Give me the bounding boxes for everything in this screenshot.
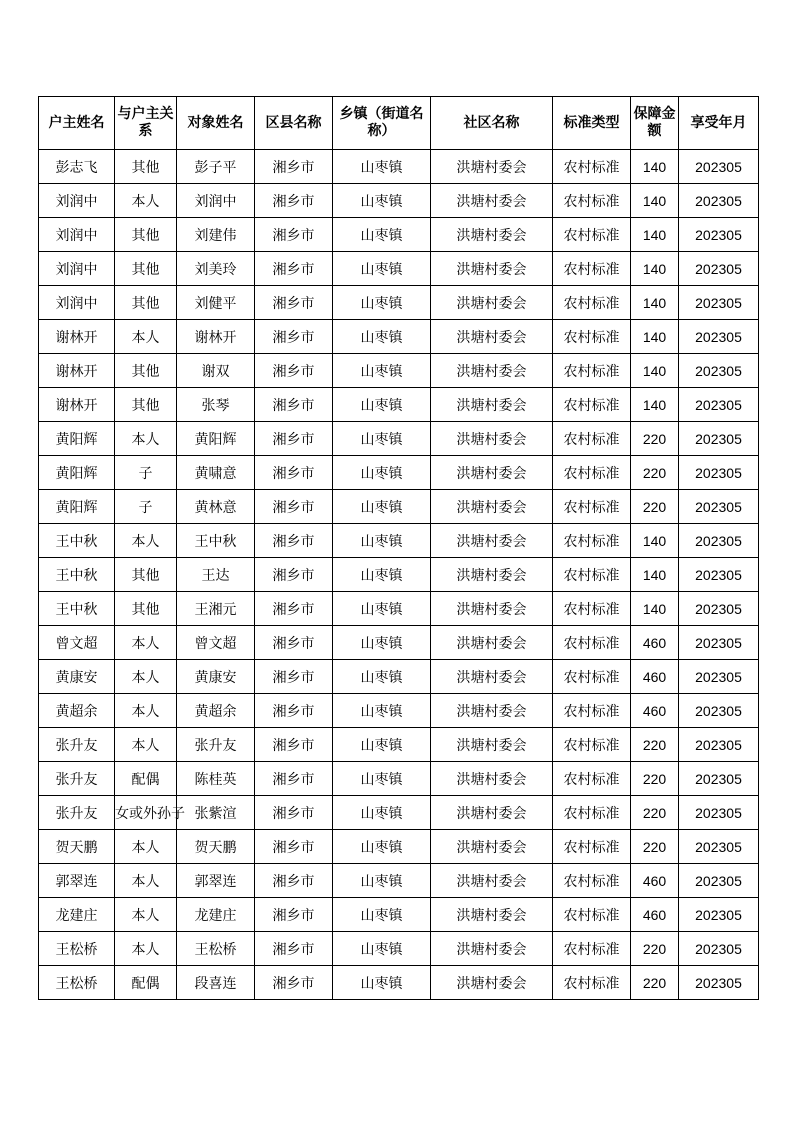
cell-community: 洪塘村委会	[431, 966, 553, 1000]
cell-recipient-name: 彭子平	[177, 150, 255, 184]
cell-community: 洪塘村委会	[431, 218, 553, 252]
cell-text: 本人	[131, 533, 160, 550]
cell-amount: 140	[631, 524, 679, 558]
cell-community: 洪塘村委会	[431, 422, 553, 456]
cell-recipient-name: 黄康安	[177, 660, 255, 694]
cell-community: 洪塘村委会	[431, 796, 553, 830]
cell-community: 洪塘村委会	[431, 932, 553, 966]
cell-householder-name: 龙建庄	[39, 898, 115, 932]
cell-period: 202305	[679, 966, 759, 1000]
cell-community: 洪塘村委会	[431, 388, 553, 422]
table-header-row	[39, 97, 759, 150]
cell-relation	[115, 660, 177, 694]
header-period: 享受年月	[679, 97, 759, 150]
cell-township: 山枣镇	[333, 184, 431, 218]
cell-township: 山枣镇	[333, 558, 431, 592]
cell-standard-type: 农村标准	[553, 864, 631, 898]
cell-householder-name: 王松桥	[39, 966, 115, 1000]
cell-period: 202305	[679, 660, 759, 694]
cell-text: 其他	[131, 363, 160, 380]
table-row	[39, 932, 759, 966]
table-row	[39, 830, 759, 864]
cell-text: 本人	[131, 737, 160, 754]
cell-amount: 140	[631, 558, 679, 592]
cell-householder-name: 王松桥	[39, 932, 115, 966]
cell-householder-name: 张升友	[39, 796, 115, 830]
cell-community: 洪塘村委会	[431, 252, 553, 286]
table-row	[39, 320, 759, 354]
cell-recipient-name: 黄超余	[177, 694, 255, 728]
cell-householder-name: 黄阳辉	[39, 490, 115, 524]
cell-period: 202305	[679, 558, 759, 592]
cell-relation	[115, 626, 177, 660]
cell-period: 202305	[679, 286, 759, 320]
header-householder-name: 户主姓名	[39, 97, 115, 150]
cell-recipient-name: 郭翠连	[177, 864, 255, 898]
cell-relation	[115, 728, 177, 762]
cell-township: 山枣镇	[333, 864, 431, 898]
cell-relation	[115, 694, 177, 728]
cell-standard-type: 农村标准	[553, 898, 631, 932]
cell-text: 本人	[131, 431, 160, 448]
cell-county: 湘乡市	[255, 252, 333, 286]
cell-recipient-name: 刘健平	[177, 286, 255, 320]
cell-text: 本人	[131, 669, 160, 686]
cell-township: 山枣镇	[333, 932, 431, 966]
table-row	[39, 184, 759, 218]
cell-householder-name: 谢林开	[39, 388, 115, 422]
cell-recipient-name: 黄阳辉	[177, 422, 255, 456]
cell-county: 湘乡市	[255, 490, 333, 524]
cell-standard-type: 农村标准	[553, 490, 631, 524]
cell-standard-type: 农村标准	[553, 320, 631, 354]
cell-text: 配偶	[131, 771, 160, 788]
cell-period: 202305	[679, 184, 759, 218]
cell-county: 湘乡市	[255, 218, 333, 252]
cell-county: 湘乡市	[255, 456, 333, 490]
cell-recipient-name: 王湘元	[177, 592, 255, 626]
cell-period: 202305	[679, 626, 759, 660]
cell-recipient-name: 龙建庄	[177, 898, 255, 932]
cell-householder-name: 王中秋	[39, 592, 115, 626]
cell-period: 202305	[679, 898, 759, 932]
cell-text: 其他	[131, 295, 160, 312]
cell-householder-name: 贺天鹏	[39, 830, 115, 864]
cell-period: 202305	[679, 320, 759, 354]
cell-householder-name: 郭翠连	[39, 864, 115, 898]
table-body	[39, 150, 759, 1000]
cell-relation	[115, 830, 177, 864]
cell-householder-name: 曾文超	[39, 626, 115, 660]
cell-householder-name: 黄阳辉	[39, 456, 115, 490]
cell-period: 202305	[679, 694, 759, 728]
cell-county: 湘乡市	[255, 728, 333, 762]
cell-relation	[115, 864, 177, 898]
cell-community: 洪塘村委会	[431, 762, 553, 796]
cell-standard-type: 农村标准	[553, 660, 631, 694]
cell-period: 202305	[679, 422, 759, 456]
cell-period: 202305	[679, 252, 759, 286]
table-row	[39, 490, 759, 524]
cell-county: 湘乡市	[255, 898, 333, 932]
cell-relation	[115, 456, 177, 490]
cell-township: 山枣镇	[333, 354, 431, 388]
cell-relation	[115, 354, 177, 388]
cell-text: 子	[138, 465, 153, 482]
cell-recipient-name: 曾文超	[177, 626, 255, 660]
cell-amount: 220	[631, 422, 679, 456]
cell-text: 女或外孙子	[115, 805, 185, 822]
cell-township: 山枣镇	[333, 218, 431, 252]
cell-amount: 220	[631, 456, 679, 490]
cell-text: 本人	[131, 193, 160, 210]
cell-text: 其他	[131, 567, 160, 584]
cell-county: 湘乡市	[255, 150, 333, 184]
table-row	[39, 626, 759, 660]
table-row	[39, 456, 759, 490]
cell-community: 洪塘村委会	[431, 830, 553, 864]
cell-township: 山枣镇	[333, 320, 431, 354]
table-row	[39, 218, 759, 252]
cell-township: 山枣镇	[333, 830, 431, 864]
cell-county: 湘乡市	[255, 592, 333, 626]
cell-amount: 140	[631, 218, 679, 252]
cell-recipient-name: 刘润中	[177, 184, 255, 218]
cell-householder-name: 张升友	[39, 762, 115, 796]
cell-householder-name: 谢林开	[39, 320, 115, 354]
table-row	[39, 252, 759, 286]
cell-amount: 460	[631, 660, 679, 694]
cell-relation	[115, 796, 185, 830]
cell-period: 202305	[679, 354, 759, 388]
cell-amount: 220	[631, 728, 679, 762]
cell-text: 本人	[131, 703, 160, 720]
cell-amount: 140	[631, 320, 679, 354]
cell-period: 202305	[679, 150, 759, 184]
cell-recipient-name: 王达	[177, 558, 255, 592]
cell-standard-type: 农村标准	[553, 218, 631, 252]
cell-period: 202305	[679, 456, 759, 490]
cell-standard-type: 农村标准	[553, 796, 631, 830]
cell-amount: 220	[631, 762, 679, 796]
table-row	[39, 524, 759, 558]
cell-text: 本人	[131, 873, 160, 890]
cell-relation	[115, 320, 177, 354]
cell-relation	[115, 592, 177, 626]
cell-community: 洪塘村委会	[431, 286, 553, 320]
cell-householder-name: 王中秋	[39, 558, 115, 592]
cell-householder-name: 黄康安	[39, 660, 115, 694]
table-row	[39, 422, 759, 456]
cell-township: 山枣镇	[333, 524, 431, 558]
cell-relation	[115, 286, 177, 320]
header-township: 乡镇（街道名称）	[333, 97, 431, 150]
cell-householder-name: 黄阳辉	[39, 422, 115, 456]
cell-community: 洪塘村委会	[431, 694, 553, 728]
table-row	[39, 286, 759, 320]
cell-amount: 220	[631, 932, 679, 966]
cell-township: 山枣镇	[333, 388, 431, 422]
header-county: 区县名称	[255, 97, 333, 150]
cell-community: 洪塘村委会	[431, 660, 553, 694]
header-community: 社区名称	[431, 97, 553, 150]
cell-community: 洪塘村委会	[431, 150, 553, 184]
cell-community: 洪塘村委会	[431, 864, 553, 898]
cell-period: 202305	[679, 490, 759, 524]
cell-standard-type: 农村标准	[553, 422, 631, 456]
cell-county: 湘乡市	[255, 830, 333, 864]
cell-township: 山枣镇	[333, 592, 431, 626]
cell-period: 202305	[679, 728, 759, 762]
cell-householder-name: 黄超余	[39, 694, 115, 728]
cell-county: 湘乡市	[255, 762, 333, 796]
table-row	[39, 558, 759, 592]
cell-township: 山枣镇	[333, 150, 431, 184]
cell-standard-type: 农村标准	[553, 252, 631, 286]
cell-county: 湘乡市	[255, 354, 333, 388]
cell-period: 202305	[679, 388, 759, 422]
cell-relation	[115, 252, 177, 286]
cell-community: 洪塘村委会	[431, 320, 553, 354]
cell-standard-type: 农村标准	[553, 626, 631, 660]
cell-amount: 140	[631, 388, 679, 422]
cell-relation	[115, 388, 177, 422]
cell-amount: 460	[631, 864, 679, 898]
cell-period: 202305	[679, 796, 759, 830]
cell-community: 洪塘村委会	[431, 524, 553, 558]
cell-township: 山枣镇	[333, 762, 431, 796]
cell-recipient-name: 贺天鹏	[177, 830, 255, 864]
cell-standard-type: 农村标准	[553, 354, 631, 388]
cell-standard-type: 农村标准	[553, 830, 631, 864]
cell-county: 湘乡市	[255, 966, 333, 1000]
cell-text: 本人	[131, 635, 160, 652]
cell-text: 其他	[131, 227, 160, 244]
table-row	[39, 966, 759, 1000]
cell-householder-name: 刘润中	[39, 184, 115, 218]
cell-standard-type: 农村标准	[553, 524, 631, 558]
cell-community: 洪塘村委会	[431, 898, 553, 932]
cell-township: 山枣镇	[333, 456, 431, 490]
cell-relation	[115, 558, 177, 592]
cell-county: 湘乡市	[255, 320, 333, 354]
cell-county: 湘乡市	[255, 558, 333, 592]
cell-relation	[115, 184, 177, 218]
cell-standard-type: 农村标准	[553, 456, 631, 490]
cell-period: 202305	[679, 864, 759, 898]
cell-text: 其他	[131, 601, 160, 618]
cell-community: 洪塘村委会	[431, 592, 553, 626]
header-standard-type: 标准类型	[553, 97, 631, 150]
cell-householder-name: 王中秋	[39, 524, 115, 558]
cell-recipient-name: 刘建伟	[177, 218, 255, 252]
table-row	[39, 864, 759, 898]
cell-township: 山枣镇	[333, 252, 431, 286]
cell-relation	[115, 422, 177, 456]
cell-amount: 460	[631, 898, 679, 932]
cell-township: 山枣镇	[333, 490, 431, 524]
cell-amount: 140	[631, 252, 679, 286]
cell-amount: 460	[631, 626, 679, 660]
cell-householder-name: 谢林开	[39, 354, 115, 388]
cell-standard-type: 农村标准	[553, 388, 631, 422]
cell-township: 山枣镇	[333, 286, 431, 320]
cell-county: 湘乡市	[255, 184, 333, 218]
document-page	[38, 96, 758, 1000]
table-row	[39, 388, 759, 422]
cell-county: 湘乡市	[255, 796, 333, 830]
cell-text: 本人	[131, 839, 160, 856]
cell-community: 洪塘村委会	[431, 728, 553, 762]
header-amount: 保障金额	[631, 97, 679, 150]
cell-amount: 220	[631, 796, 679, 830]
cell-amount: 140	[631, 184, 679, 218]
cell-recipient-name: 王中秋	[177, 524, 255, 558]
table-row	[39, 150, 759, 184]
cell-householder-name: 刘润中	[39, 252, 115, 286]
table-row	[39, 898, 759, 932]
cell-standard-type: 农村标准	[553, 932, 631, 966]
cell-amount: 140	[631, 592, 679, 626]
cell-recipient-name: 王松桥	[177, 932, 255, 966]
cell-relation	[115, 218, 177, 252]
cell-period: 202305	[679, 592, 759, 626]
cell-amount: 220	[631, 966, 679, 1000]
cell-township: 山枣镇	[333, 660, 431, 694]
cell-text: 配偶	[131, 975, 160, 992]
cell-county: 湘乡市	[255, 524, 333, 558]
cell-recipient-name: 谢双	[177, 354, 255, 388]
cell-recipient-name: 张升友	[177, 728, 255, 762]
cell-relation	[115, 932, 177, 966]
cell-township: 山枣镇	[333, 728, 431, 762]
cell-text: 其他	[131, 261, 160, 278]
cell-recipient-name: 段喜连	[177, 966, 255, 1000]
table-row	[39, 694, 759, 728]
cell-standard-type: 农村标准	[553, 694, 631, 728]
cell-standard-type: 农村标准	[553, 184, 631, 218]
cell-recipient-name: 谢林开	[177, 320, 255, 354]
table-row	[39, 592, 759, 626]
cell-county: 湘乡市	[255, 388, 333, 422]
cell-standard-type: 农村标准	[553, 558, 631, 592]
cell-township: 山枣镇	[333, 966, 431, 1000]
cell-householder-name: 彭志飞	[39, 150, 115, 184]
cell-county: 湘乡市	[255, 626, 333, 660]
cell-community: 洪塘村委会	[431, 354, 553, 388]
cell-relation	[115, 898, 177, 932]
cell-householder-name: 刘润中	[39, 286, 115, 320]
cell-standard-type: 农村标准	[553, 728, 631, 762]
cell-recipient-name: 陈桂英	[177, 762, 255, 796]
cell-community: 洪塘村委会	[431, 456, 553, 490]
cell-county: 湘乡市	[255, 286, 333, 320]
cell-township: 山枣镇	[333, 626, 431, 660]
cell-period: 202305	[679, 830, 759, 864]
cell-recipient-name: 黄林意	[177, 490, 255, 524]
cell-period: 202305	[679, 762, 759, 796]
cell-community: 洪塘村委会	[431, 558, 553, 592]
cell-recipient-name: 张琴	[177, 388, 255, 422]
cell-county: 湘乡市	[255, 932, 333, 966]
header-relation: 与户主关系	[115, 97, 177, 150]
table-row	[39, 796, 759, 830]
cell-amount: 140	[631, 150, 679, 184]
table-row	[39, 728, 759, 762]
cell-relation	[115, 150, 177, 184]
cell-county: 湘乡市	[255, 422, 333, 456]
cell-householder-name: 刘润中	[39, 218, 115, 252]
cell-amount: 140	[631, 286, 679, 320]
cell-county: 湘乡市	[255, 864, 333, 898]
cell-community: 洪塘村委会	[431, 626, 553, 660]
cell-township: 山枣镇	[333, 898, 431, 932]
table-row	[39, 660, 759, 694]
cell-relation	[115, 762, 177, 796]
cell-standard-type: 农村标准	[553, 592, 631, 626]
assistance-table	[38, 96, 759, 1000]
table-row	[39, 354, 759, 388]
cell-text: 本人	[131, 941, 160, 958]
cell-amount: 460	[631, 694, 679, 728]
cell-period: 202305	[679, 524, 759, 558]
cell-recipient-name: 黄啸意	[177, 456, 255, 490]
cell-community: 洪塘村委会	[431, 490, 553, 524]
table-row	[39, 762, 759, 796]
cell-text: 本人	[131, 907, 160, 924]
cell-relation	[115, 490, 177, 524]
header-recipient-name: 对象姓名	[177, 97, 255, 150]
cell-text: 其他	[131, 397, 160, 414]
cell-community: 洪塘村委会	[431, 184, 553, 218]
cell-recipient-name: 张紫渲	[177, 796, 255, 830]
cell-text: 本人	[131, 329, 160, 346]
cell-township: 山枣镇	[333, 422, 431, 456]
cell-standard-type: 农村标准	[553, 762, 631, 796]
cell-standard-type: 农村标准	[553, 150, 631, 184]
cell-period: 202305	[679, 218, 759, 252]
cell-relation	[115, 524, 177, 558]
cell-county: 湘乡市	[255, 694, 333, 728]
cell-recipient-name: 刘美玲	[177, 252, 255, 286]
cell-householder-name: 张升友	[39, 728, 115, 762]
cell-township: 山枣镇	[333, 796, 431, 830]
cell-amount: 220	[631, 830, 679, 864]
cell-standard-type: 农村标准	[553, 966, 631, 1000]
cell-text: 子	[138, 499, 153, 516]
cell-relation	[115, 966, 177, 1000]
cell-amount: 220	[631, 490, 679, 524]
cell-text: 其他	[131, 159, 160, 176]
cell-amount: 140	[631, 354, 679, 388]
cell-township: 山枣镇	[333, 694, 431, 728]
cell-standard-type: 农村标准	[553, 286, 631, 320]
cell-period: 202305	[679, 932, 759, 966]
cell-county: 湘乡市	[255, 660, 333, 694]
